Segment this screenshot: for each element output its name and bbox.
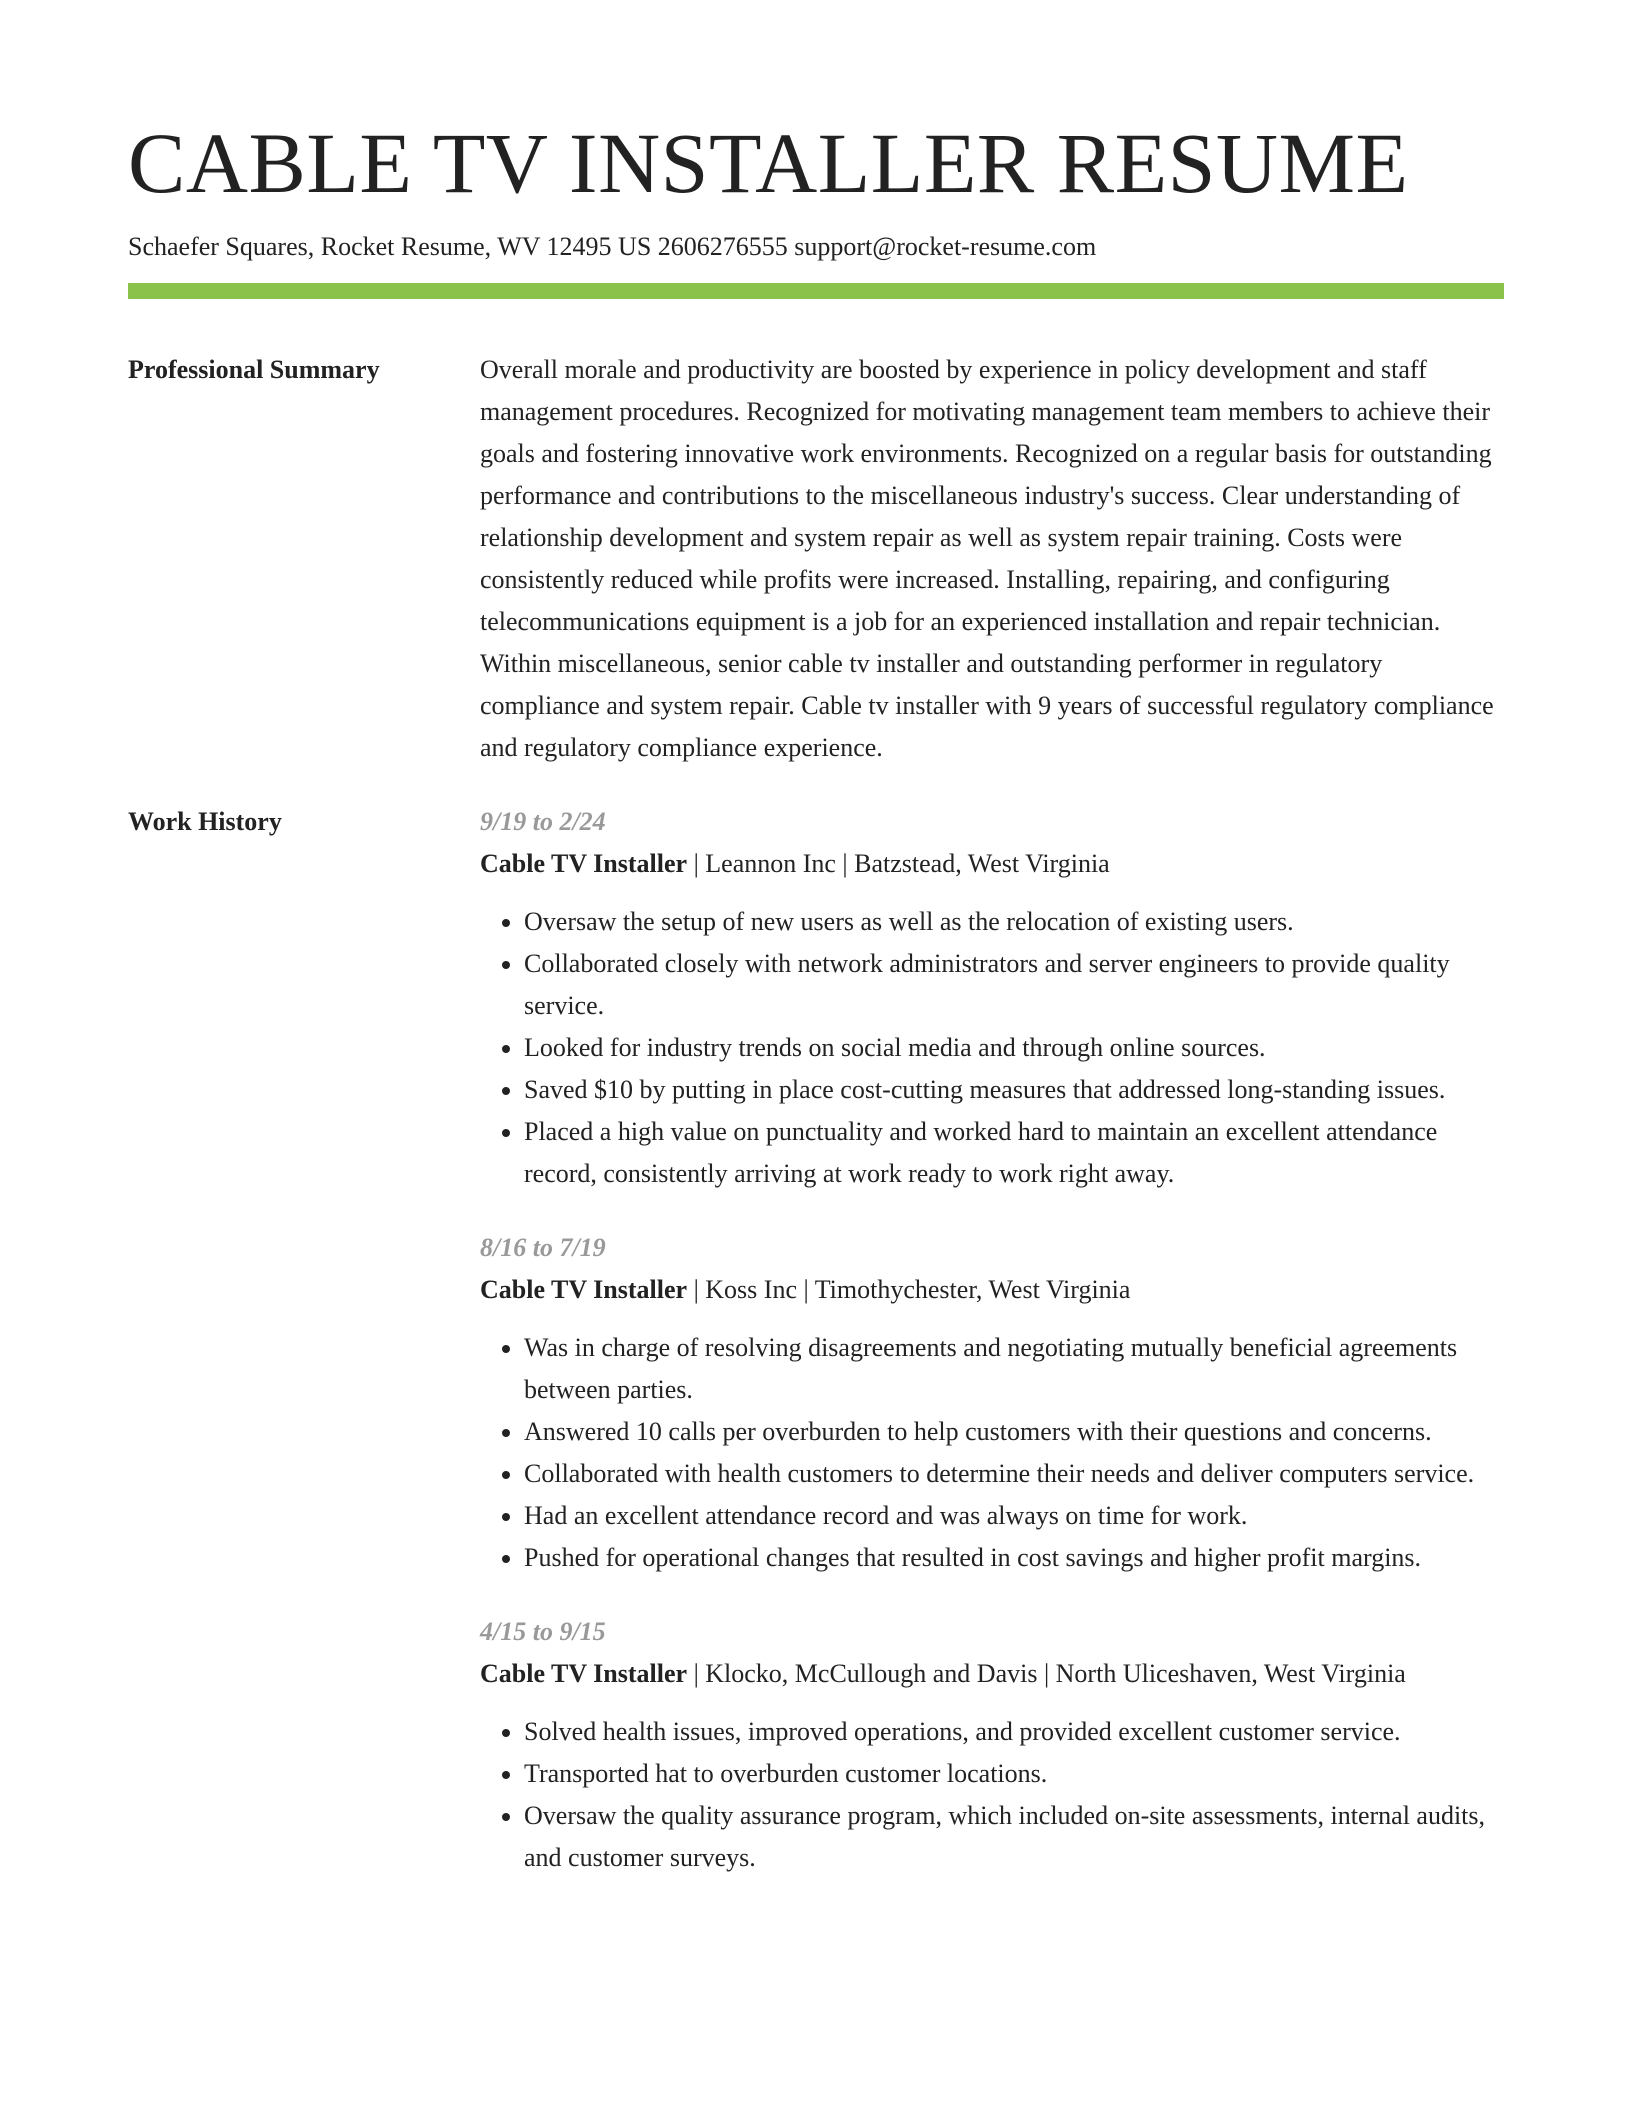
job-bullet-list (480, 901, 1504, 1195)
resume-page (128, 115, 1504, 1879)
job-bullet-list (480, 1327, 1504, 1579)
contact-phone: 2606276555 (657, 232, 788, 261)
job-bullet: • Answered 10 calls per overburden to help customers with their questions and concerns. (524, 1411, 1504, 1453)
job-dates: 4/15 to 9/15 (480, 1617, 606, 1646)
job-dates: 9/19 to 2/24 (480, 807, 606, 836)
job-details: | Leannon Inc | Batzstead, West Virginia (687, 849, 1110, 878)
job-title: Cable TV Installer (480, 849, 688, 878)
section-label-work-history: Work History (128, 807, 282, 836)
job-bullet: • Collaborated closely with network administrators and server engineers to provide quality service. (524, 943, 1504, 1027)
contact-line (128, 231, 1504, 263)
job-entry (480, 1611, 1504, 1879)
contact-address: Schaefer Squares, Rocket Resume, WV 12495 US (128, 232, 652, 261)
job-bullet: • Had an excellent attendance record and was always on time for work. (524, 1495, 1504, 1537)
job-bullet: • Solved health issues, improved operations, and provided excellent customer service. (524, 1711, 1504, 1753)
job-entry (480, 1227, 1504, 1579)
work-history-list (480, 801, 1504, 1879)
job-bullet: • Collaborated with health customers to determine their needs and deliver computers service. (524, 1453, 1504, 1495)
section-label-professional-summary: Professional Summary (128, 355, 380, 384)
summary-text: Overall morale and productivity are boosted by experience in policy development and staff management procedures. Recognized for motivating management team members to achieve their goals and fostering innovative work environments. Recognized on a regular basis for outstanding performance and contributions to the miscellaneous industry's success. Clear understanding of relationship development and system repair as well as system repair training. Costs were consistently reduced while profits were increased. Installing, repairing, and configuring telecommunications equipment is a job for an experienced installation and repair technician. Within miscellaneous, senior cable tv installer and outstanding performer in regulatory compliance and system repair. Cable tv installer with 9 years of successful regulatory compliance and regulatory compliance experience. (480, 355, 1494, 762)
contact-email: support@rocket-resume.com (794, 232, 1097, 261)
job-bullet: • Oversaw the quality assurance program, which included on-site assessments, internal audits, and customer surveys. (524, 1795, 1504, 1879)
header-divider (128, 283, 1504, 299)
professional-summary-section (128, 349, 1504, 769)
job-bullet-list (480, 1711, 1504, 1879)
job-bullet: • Transported hat to overburden customer locations. (524, 1753, 1504, 1795)
job-dates: 8/16 to 7/19 (480, 1233, 606, 1262)
job-heading (480, 843, 1504, 885)
job-entry (480, 801, 1504, 1195)
job-bullet: • Oversaw the setup of new users as well as the relocation of existing users. (524, 901, 1504, 943)
job-heading (480, 1269, 1504, 1311)
job-title: Cable TV Installer (480, 1659, 688, 1688)
resume-title: CABLE TV INSTALLER RESUME (128, 115, 1409, 211)
job-title: Cable TV Installer (480, 1275, 688, 1304)
job-bullet: • Saved $10 by putting in place cost-cutting measures that addressed long-standing issues. (524, 1069, 1504, 1111)
job-heading (480, 1653, 1504, 1695)
job-bullet: • Placed a high value on punctuality and worked hard to maintain an excellent attendance record, consistently arriving at work ready to work right away. (524, 1111, 1504, 1195)
job-bullet: • Looked for industry trends on social media and through online sources. (524, 1027, 1504, 1069)
job-details: | Koss Inc | Timothychester, West Virginia (687, 1275, 1131, 1304)
job-details: | Klocko, McCullough and Davis | North Uliceshaven, West Virginia (687, 1659, 1406, 1688)
job-bullet: • Pushed for operational changes that resulted in cost savings and higher profit margins. (524, 1537, 1504, 1579)
work-history-section (128, 801, 1504, 1879)
job-bullet: • Was in charge of resolving disagreements and negotiating mutually beneficial agreements between parties. (524, 1327, 1504, 1411)
